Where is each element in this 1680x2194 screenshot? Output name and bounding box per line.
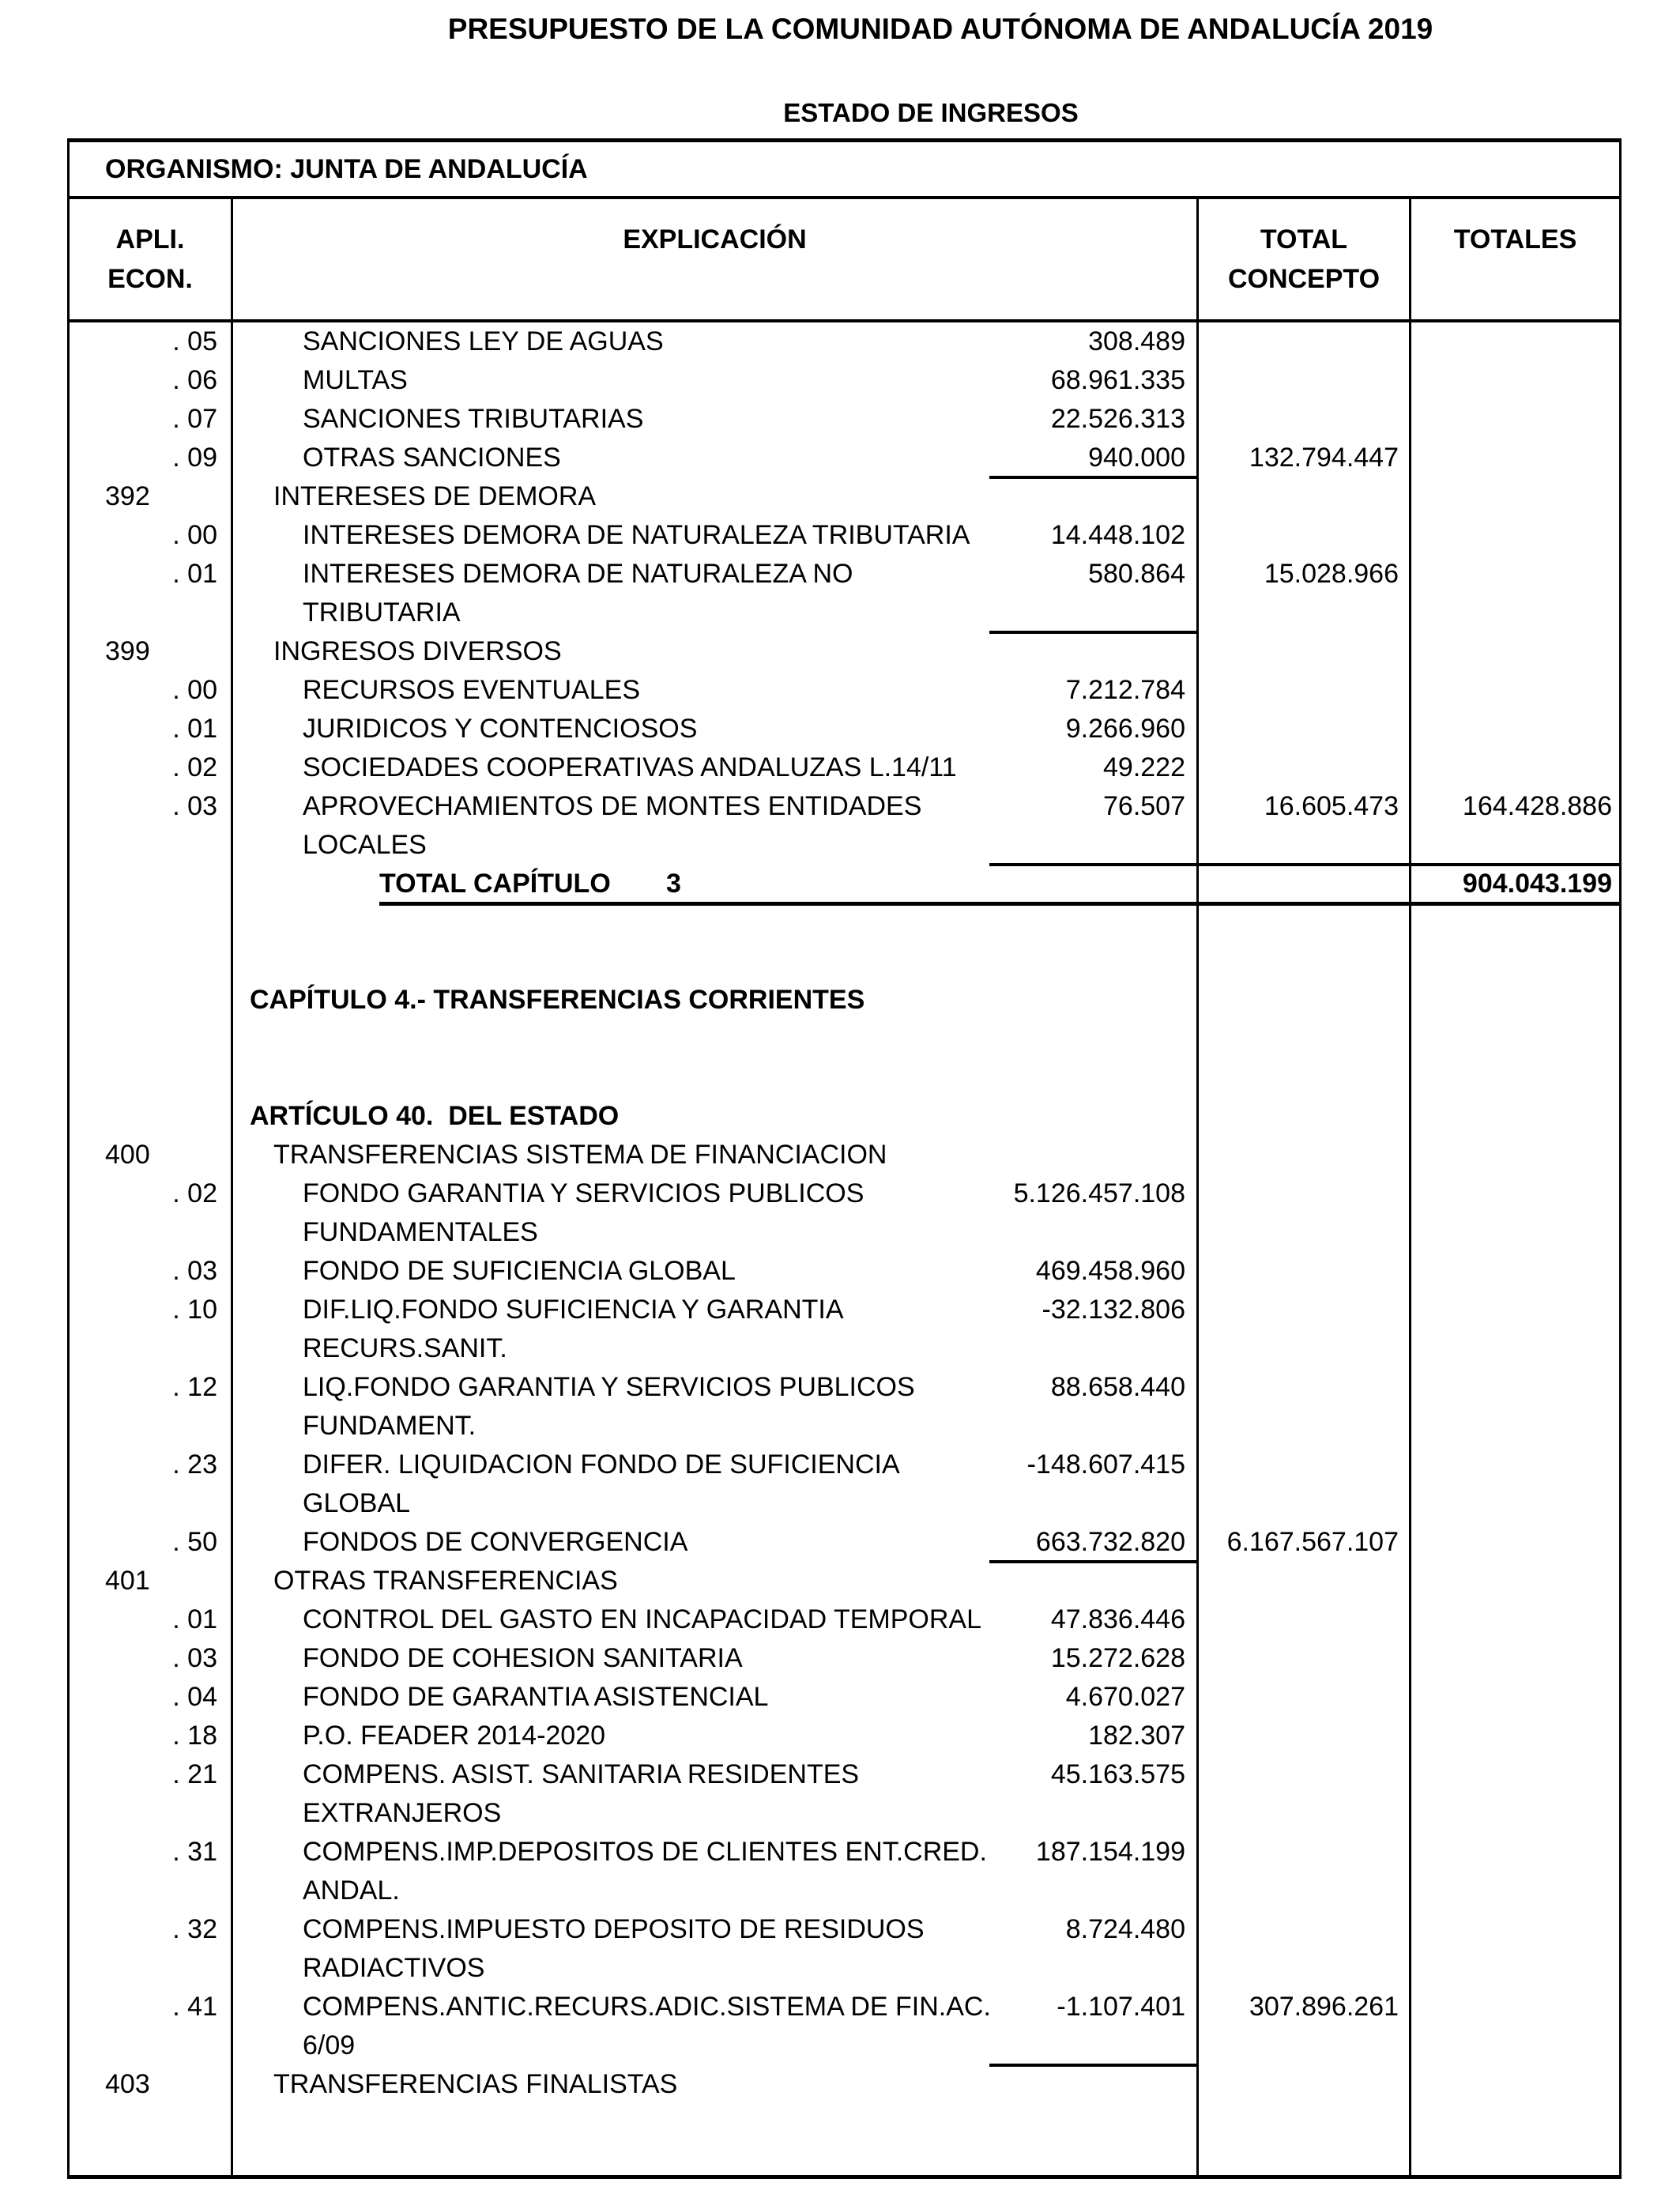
row-description: GLOBAL	[303, 1488, 411, 1518]
table-body	[70, 322, 1619, 2169]
item-row	[70, 1523, 1619, 1562]
item-row	[70, 1949, 1619, 1988]
row-amount: 47.836.446	[1050, 1604, 1185, 1634]
chapter-total-label: TOTAL CAPÍTULO	[379, 869, 611, 899]
article-row	[70, 1097, 1619, 1136]
column-header-explicacion: EXPLICACIÓN	[623, 224, 807, 254]
subtotal-rule	[379, 902, 1619, 906]
item-row	[70, 1755, 1619, 1794]
row-description: COMPENS.ANTIC.RECURS.ADIC.SISTEMA DE FIN.AC.	[303, 1992, 991, 2022]
row-code: . 10	[172, 1295, 217, 1325]
row-description: COMPENS.IMP.DEPOSITOS DE CLIENTES ENT.CRED.	[303, 1837, 987, 1867]
row-description: 6/09	[303, 2030, 356, 2060]
table-header-row	[70, 199, 1619, 322]
row-description: SOCIEDADES COOPERATIVAS ANDALUZAS L.14/11	[303, 752, 957, 782]
row-description: LOCALES	[303, 830, 427, 860]
item-row	[70, 2026, 1619, 2065]
row-amount: 15.272.628	[1050, 1643, 1185, 1673]
row-amount: 45.163.575	[1050, 1759, 1185, 1789]
row-code: . 00	[172, 675, 217, 705]
item-row	[70, 1717, 1619, 1755]
item-row	[70, 1368, 1619, 1407]
row-amount: 940.000	[1088, 443, 1185, 473]
column-header-total-concepto-line2: CONCEPTO	[1227, 264, 1381, 294]
row-amount: -1.107.401	[1057, 1992, 1185, 2022]
row-amount: 187.154.199	[1035, 1837, 1185, 1867]
row-totales: 164.428.886	[1462, 791, 1612, 821]
row-code: . 23	[172, 1449, 217, 1480]
column-header-apli-line2: ECON.	[107, 264, 193, 294]
chapter-total-amount: 904.043.199	[1462, 869, 1612, 899]
row-amount: 469.458.960	[1035, 1256, 1185, 1286]
row-description: TRANSFERENCIAS FINALISTAS	[273, 2069, 678, 2099]
row-description: APROVECHAMIENTOS DE MONTES ENTIDADES	[303, 791, 922, 821]
row-description: TRIBUTARIA	[303, 598, 461, 628]
row-code: . 02	[172, 1178, 217, 1208]
row-description: RECURSOS EVENTUALES	[303, 675, 640, 705]
item-row	[70, 787, 1619, 826]
row-code: . 50	[172, 1527, 217, 1557]
item-row	[70, 1910, 1619, 1949]
document-subtitle: ESTADO DE INGRESOS	[783, 98, 1079, 127]
row-description: FONDO DE COHESION SANITARIA	[303, 1643, 743, 1673]
row-description: JURIDICOS Y CONTENCIOSOS	[303, 714, 698, 744]
row-description: TRANSFERENCIAS SISTEMA DE FINANCIACION	[273, 1140, 887, 1170]
item-row	[70, 1794, 1619, 1833]
row-description: COMPENS. ASIST. SANITARIA RESIDENTES	[303, 1759, 860, 1789]
row-description: CAPÍTULO 4.- TRANSFERENCIAS CORRIENTES	[250, 985, 865, 1015]
item-row	[70, 710, 1619, 748]
row-code: . 12	[172, 1372, 217, 1402]
row-amount: 5.126.457.108	[1013, 1178, 1185, 1208]
row-description: RADIACTIVOS	[303, 1953, 485, 1983]
concept-row	[70, 2065, 1619, 2104]
row-amount: 22.526.313	[1050, 404, 1185, 434]
row-amount: 7.212.784	[1065, 675, 1185, 705]
chapter-row	[70, 981, 1619, 1020]
concept-row	[70, 632, 1619, 671]
row-description: INGRESOS DIVERSOS	[273, 636, 562, 666]
row-description: MULTAS	[303, 365, 408, 395]
row-amount: -148.607.415	[1026, 1449, 1185, 1480]
row-amount: 49.222	[1103, 752, 1185, 782]
row-code: . 09	[172, 443, 217, 473]
concept-row	[70, 477, 1619, 516]
item-row	[70, 361, 1619, 400]
item-row	[70, 322, 1619, 361]
row-total-concepto: 6.167.567.107	[1226, 1527, 1399, 1557]
row-code: . 00	[172, 520, 217, 550]
row-description: INTERESES DEMORA DE NATURALEZA NO	[303, 559, 853, 589]
column-divider-apli	[231, 199, 233, 2175]
row-code: . 21	[172, 1759, 217, 1789]
row-code: 401	[105, 1566, 150, 1596]
organismo-row	[70, 142, 1619, 199]
row-amount: 9.266.960	[1065, 714, 1185, 744]
row-code: . 01	[172, 714, 217, 744]
row-code: . 01	[172, 1604, 217, 1634]
row-description: FONDO GARANTIA Y SERVICIOS PUBLICOS	[303, 1178, 864, 1208]
item-row	[70, 1446, 1619, 1484]
item-row	[70, 400, 1619, 439]
item-row	[70, 1678, 1619, 1717]
row-code: . 07	[172, 404, 217, 434]
item-row	[70, 594, 1619, 632]
item-row	[70, 671, 1619, 710]
row-description: OTRAS SANCIONES	[303, 443, 561, 473]
row-description: CONTROL DEL GASTO EN INCAPACIDAD TEMPORAL	[303, 1604, 981, 1634]
row-description: FONDOS DE CONVERGENCIA	[303, 1527, 688, 1557]
item-row	[70, 826, 1619, 865]
row-description: DIFER. LIQUIDACION FONDO DE SUFICIENCIA	[303, 1449, 900, 1480]
row-amount: 308.489	[1088, 326, 1185, 356]
row-code: . 03	[172, 791, 217, 821]
row-amount: 580.864	[1088, 559, 1185, 589]
row-description: FUNDAMENTALES	[303, 1217, 538, 1247]
item-row	[70, 748, 1619, 787]
row-description: INTERESES DEMORA DE NATURALEZA TRIBUTARIA	[303, 520, 970, 550]
row-description: LIQ.FONDO GARANTIA Y SERVICIOS PUBLICOS	[303, 1372, 915, 1402]
row-description: EXTRANJEROS	[303, 1798, 502, 1828]
row-code: . 18	[172, 1721, 217, 1751]
row-code: . 02	[172, 752, 217, 782]
column-header-apli-line1: APLI.	[115, 224, 185, 254]
document-title: PRESUPUESTO DE LA COMUNIDAD AUTÓNOMA DE ANDALUCÍA 2019	[447, 13, 1433, 45]
column-divider-totales	[1409, 199, 1411, 2175]
row-description: INTERESES DE DEMORA	[273, 481, 597, 511]
item-row	[70, 1407, 1619, 1446]
row-amount: 14.448.102	[1050, 520, 1185, 550]
column-header-totales: TOTALES	[1453, 224, 1577, 254]
row-description: FUNDAMENT.	[303, 1411, 477, 1441]
item-row	[70, 1833, 1619, 1872]
item-row	[70, 1872, 1619, 1910]
row-total-concepto: 307.896.261	[1249, 1992, 1399, 2022]
row-code: . 06	[172, 365, 217, 395]
row-code: . 01	[172, 559, 217, 589]
item-row	[70, 1213, 1619, 1252]
row-code: 399	[105, 636, 150, 666]
row-description: P.O. FEADER 2014-2020	[303, 1721, 606, 1751]
row-code: 403	[105, 2069, 150, 2099]
row-code: . 03	[172, 1256, 217, 1286]
row-total-concepto: 16.605.473	[1264, 791, 1399, 821]
chapter-total-row	[70, 865, 1619, 903]
row-amount: -32.132.806	[1042, 1295, 1185, 1325]
item-row	[70, 1988, 1619, 2026]
row-code: 392	[105, 481, 150, 511]
row-amount: 76.507	[1103, 791, 1185, 821]
item-row	[70, 555, 1619, 594]
item-row	[70, 1174, 1619, 1213]
row-description: SANCIONES LEY DE AGUAS	[303, 326, 664, 356]
row-code: . 05	[172, 326, 217, 356]
item-row	[70, 1252, 1619, 1291]
row-total-concepto: 132.794.447	[1249, 443, 1399, 473]
row-code: . 41	[172, 1992, 217, 2022]
item-row	[70, 1600, 1619, 1639]
item-row	[70, 439, 1619, 477]
row-amount: 88.658.440	[1050, 1372, 1185, 1402]
row-total-concepto: 15.028.966	[1264, 559, 1399, 589]
row-amount: 4.670.027	[1065, 1682, 1185, 1712]
column-header-apli-econ	[70, 199, 231, 319]
row-amount: 182.307	[1088, 1721, 1185, 1751]
row-code: . 32	[172, 1914, 217, 1944]
row-code: . 31	[172, 1837, 217, 1867]
row-description: RECURS.SANIT.	[303, 1333, 507, 1363]
row-code: . 04	[172, 1682, 217, 1712]
organismo-label: ORGANISMO: JUNTA DE ANDALUCÍA	[105, 153, 588, 184]
row-description: OTRAS TRANSFERENCIAS	[273, 1566, 618, 1596]
row-amount: 8.724.480	[1065, 1914, 1185, 1944]
item-row	[70, 1639, 1619, 1678]
item-row	[70, 516, 1619, 555]
row-description: COMPENS.IMPUESTO DEPOSITO DE RESIDUOS	[303, 1914, 925, 1944]
chapter-total-number: 3	[666, 869, 681, 899]
row-description: ARTÍCULO 40. DEL ESTADO	[250, 1101, 620, 1131]
column-divider-concepto	[1196, 199, 1199, 2175]
row-description: DIF.LIQ.FONDO SUFICIENCIA Y GARANTIA	[303, 1295, 844, 1325]
item-row	[70, 1329, 1619, 1368]
row-description: SANCIONES TRIBUTARIAS	[303, 404, 644, 434]
row-description: ANDAL.	[303, 1875, 400, 1906]
row-description: FONDO DE SUFICIENCIA GLOBAL	[303, 1256, 736, 1286]
row-code: . 03	[172, 1643, 217, 1673]
row-amount: 663.732.820	[1035, 1527, 1185, 1557]
row-code: 400	[105, 1140, 150, 1170]
item-row	[70, 1291, 1619, 1329]
row-amount: 68.961.335	[1050, 365, 1185, 395]
item-row	[70, 1484, 1619, 1523]
column-header-total-concepto-line1: TOTAL	[1260, 224, 1348, 254]
budget-table	[67, 138, 1622, 2179]
column-header-total-concepto	[1199, 199, 1409, 319]
concept-row	[70, 1136, 1619, 1174]
row-description: FONDO DE GARANTIA ASISTENCIAL	[303, 1682, 769, 1712]
concept-row	[70, 1562, 1619, 1600]
